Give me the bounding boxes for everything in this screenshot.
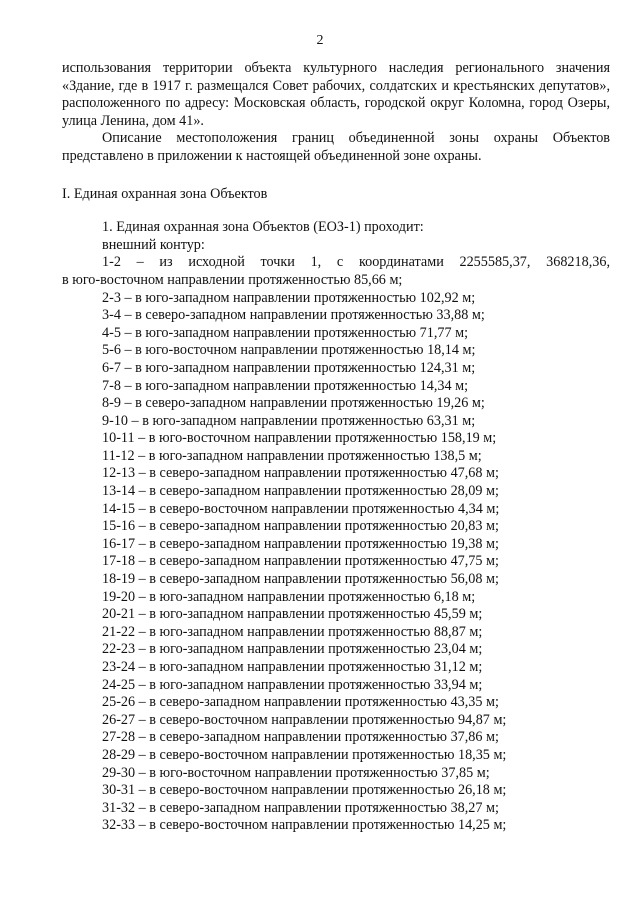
segment-line: 20-21 – в юго-западном направлении протяженностью 45,59 м; [102,606,483,623]
segment-line: 7-8 – в юго-западном направлении протяженностью 14,34 м; [102,377,469,394]
segment-line: 32-33 – в северо-восточном направлении протяженностью 14,25 м; [102,817,507,834]
segment-line: 24-25 – в юго-западном направлении протяженностью 33,94 м; [102,676,483,693]
segment-line: 16-17 – в северо-западном направлении протяженностью 19,38 м; [102,535,499,552]
segment-line: 23-24 – в юго-западном направлении протяженностью 31,12 м; [102,659,483,675]
segment-line: 14-15 – в северо-восточном направлении протяженностью 4,34 м; [102,500,500,517]
segment-line: 22-23 – в юго-западном направлении протяженностью 23,04 м; [102,641,483,658]
segment-line: 10-11 – в юго-восточном направлении протяженностью 158,19 м; [102,430,497,447]
segment-line: 5-6 – в юго-восточном направлении протяженностью 18,14 м; [102,342,476,359]
item-intro: 1. Единая охранная зона Объектов (ЕОЗ-1) проходит: [102,219,424,236]
segment-line: 30-31 – в северо-восточном направлении протяженностью 26,18 м; [102,782,507,799]
segment-line: 17-18 – в северо-западном направлении протяженностью 47,75 м; [102,553,499,570]
segment-line: 12-13 – в северо-западном направлении протяженностью 47,68 м; [102,465,499,482]
segment-line: 2-3 – в юго-западном направлении протяженностью 102,92 м; [102,289,476,306]
segment-line: 9-10 – в юго-западном направлении протяженностью 63,31 м; [102,412,476,429]
intro-paragraph: использования территории объекта культурного наследия регионального значения «Здание, где в 1917 г. размещался Совет рабочих, солдатских и крестьянских депутатов», расположенного по адресу: Московская область, городской округ Коломна, город Озеры, улица Ленина, дом 41». [62,60,610,129]
segment-line: 3-4 – в северо-западном направлении протяженностью 33,88 м; [102,307,485,324]
segment-list [62,290,610,835]
document-body [62,60,610,835]
segment-line: 25-26 – в северо-западном направлении протяженностью 43,35 м; [102,694,499,711]
segment-line: 31-32 – в северо-западном направлении протяженностью 38,27 м; [102,799,499,816]
segment-line: 13-14 – в северо-западном направлении протяженностью 28,09 м; [102,483,499,500]
page-number: 2 [316,33,324,48]
segment-line: 29-30 – в юго-восточном направлении протяженностью 37,85 м; [102,764,490,781]
segment-line: 18-19 – в северо-западном направлении протяженностью 56,08 м; [102,571,499,588]
first-segment-line-2: в юго-восточном направлении протяженностью 85,66 м; [62,271,403,288]
section-heading: I. Единая охранная зона Объектов [62,185,268,202]
contour-label: внешний контур: [102,236,205,253]
segment-line: 6-7 – в юго-западном направлении протяженностью 124,31 м; [102,359,476,376]
segment-line: 19-20 – в юго-западном направлении протяженностью 6,18 м; [102,588,476,605]
first-segment-line-1: 1-2 – из исходной точки 1, с координатами 2255585,37, 368218,36, [102,254,610,271]
segment-line: 4-5 – в юго-западном направлении протяженностью 71,77 м; [102,324,469,341]
segment-line: 26-27 – в северо-восточном направлении протяженностью 94,87 м; [102,711,507,728]
segment-line: 8-9 – в северо-западном направлении протяженностью 19,26 м; [102,395,485,412]
segment-line: 27-28 – в северо-западном направлении протяженностью 37,86 м; [102,729,499,746]
segment-line: 21-22 – в юго-западном направлении протяженностью 88,87 м; [102,623,483,640]
segment-line: 28-29 – в северо-восточном направлении протяженностью 18,35 м; [102,746,507,763]
description-paragraph: Описание местоположения границ объединенной зоны охраны Объектов представлено в приложении к настоящей объединенной зоне охраны. [62,130,610,164]
segment-line: 11-12 – в юго-западном направлении протяженностью 138,5 м; [102,447,482,464]
segment-line: 15-16 – в северо-западном направлении протяженностью 20,83 м; [102,518,499,535]
